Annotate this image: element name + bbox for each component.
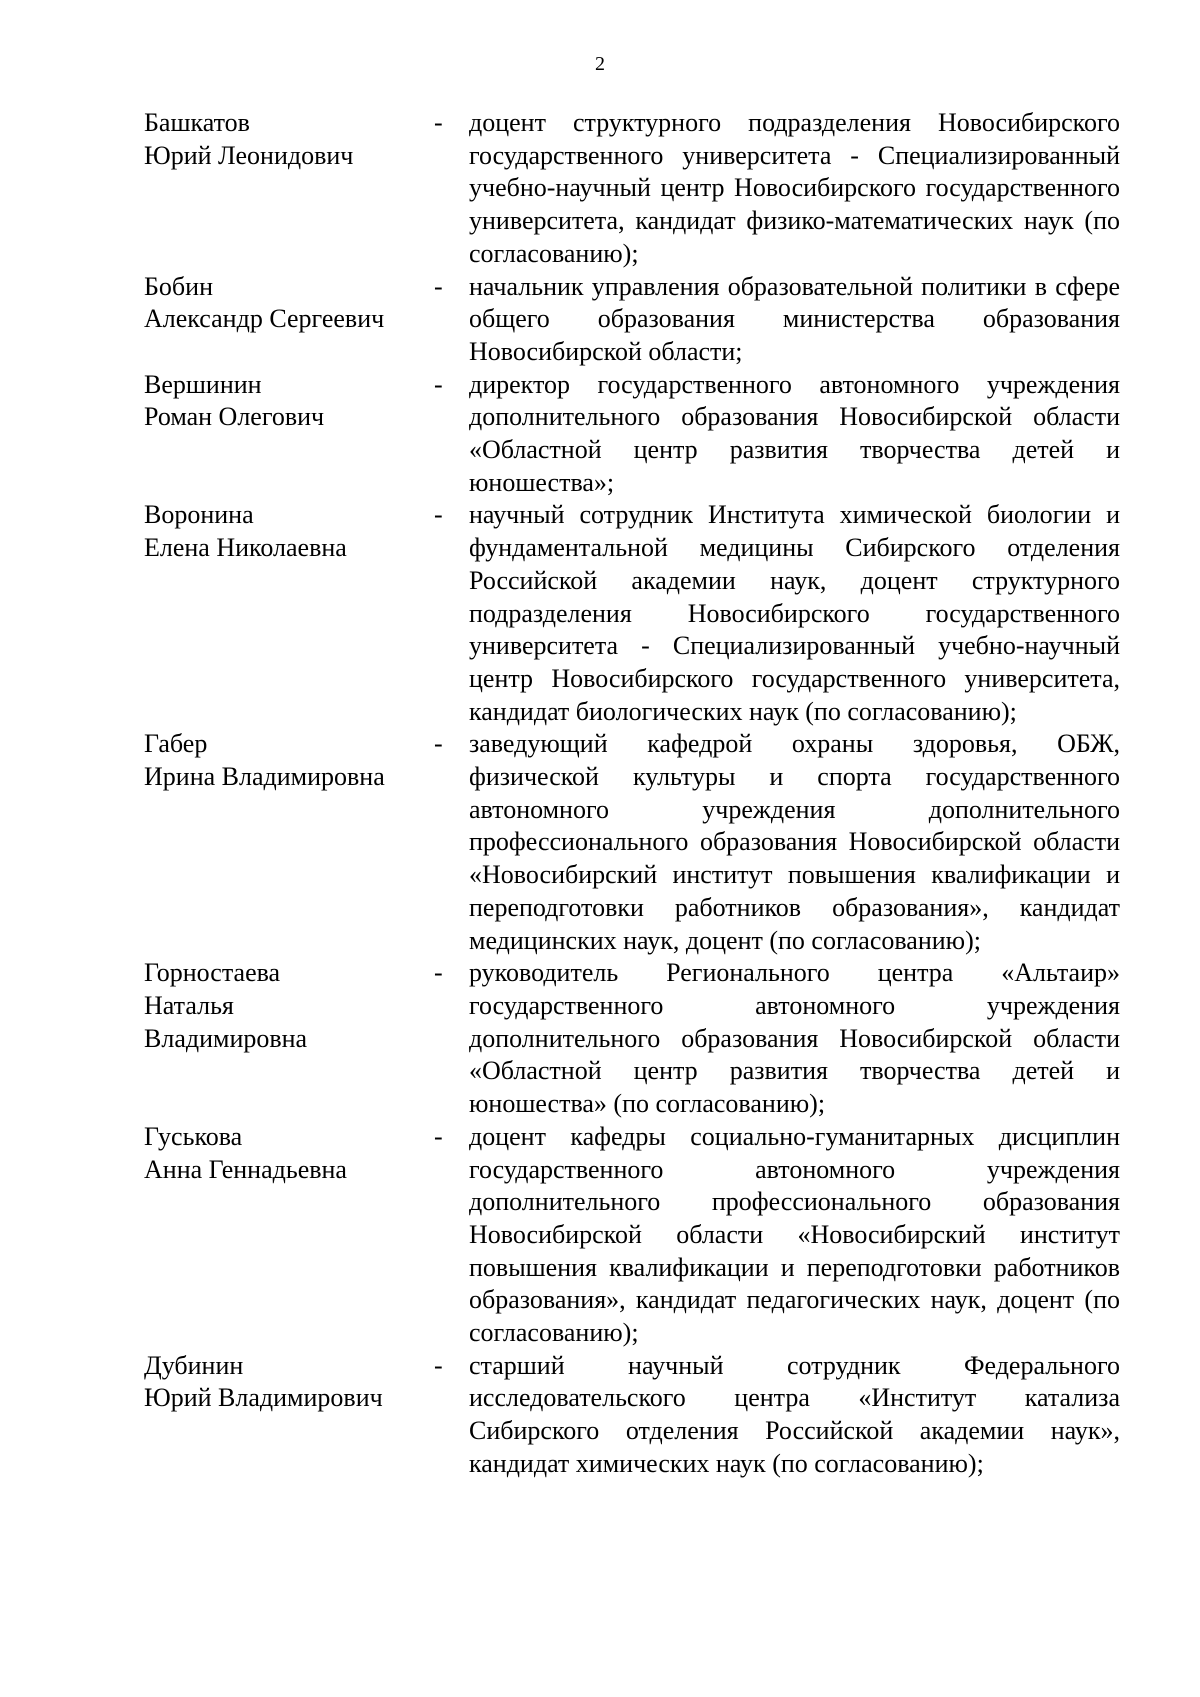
member-given-names: Александр Сергеевич [144,304,385,334]
member-entry [144,107,1120,271]
member-given-names: Анна Геннадьевна [144,1154,347,1184]
member-position: директор государственного автономного учреждения дополнительного образования Новосибирской области «Областной центр развития творчества детей и юношества»; [469,369,1120,497]
member-name [144,107,434,271]
member-name [144,1350,434,1481]
member-entry [144,369,1120,500]
separator-dash: - [434,271,443,301]
member-given-names: Елена Николаевна [144,533,347,563]
member-surname: Гуськова [144,1121,243,1151]
member-surname: Габер [144,729,208,759]
member-position: доцент кафедры социально-гуманитарных дисциплин государственного автономного учреждения дополнительного профессионального образования Новосибирской области «Новосибирский институт повышения квалификации и переподготовки работников образования», кандидат педагогических наук, доцент (по согласованию); [469,1121,1120,1348]
member-position: старший научный сотрудник Федерального исследовательского центра «Институт катализа Сибирского отделения Российской академии наук», кандидат химических наук (по согласованию); [469,1350,1120,1478]
member-given-names: Ирина Владимировна [144,762,385,792]
member-surname: Башкатов [144,108,250,137]
member-name [144,957,434,1121]
member-entry [144,1121,1120,1350]
member-surname: Бобин [144,271,213,301]
member-given-names: Юрий Леонидович [144,140,354,170]
separator-dash: - [434,369,443,399]
separator-dash: - [434,500,443,530]
separator-dash: - [434,729,443,759]
separator-dash: - [434,1350,443,1380]
page-number: 2 [595,53,605,75]
member-position: руководитель Регионального центра «Альтаир» государственного автономного учреждения дополнительного образования Новосибирской области «Областной центр развития творчества детей и юношества» (по согласованию); [469,958,1120,1119]
member-position: доцент структурного подразделения Новосибирского государственного университета - Специализированный учебно-научный центр Новосибирского государственного университета, кандидат физико-математических наук (по согласованию); [469,108,1120,268]
separator-dash: - [434,1121,443,1151]
member-entry [144,499,1120,728]
member-entry [144,271,1120,369]
member-name [144,271,434,369]
member-given-names: Наталья [144,990,234,1020]
member-position: научный сотрудник Института химической биологии и фундаментальной медицины Сибирского отделения Российской академии наук, доцент структурного подразделения Новосибирского государственного университета - Специализированный учебно-научный центр Новосибирского государственного университета, кандидат биологических наук (по согласованию); [469,500,1120,726]
separator-dash: - [434,108,443,137]
member-name [144,1121,434,1350]
member-name [144,499,434,728]
member-list [144,107,1120,1481]
member-surname: Горностаева [144,958,281,988]
member-surname: Воронина [144,500,254,530]
member-name [144,728,434,957]
separator-dash: - [434,958,443,988]
member-surname: Вершинин [144,369,262,399]
member-name [144,369,434,500]
member-position: заведующий кафедрой охраны здоровья, ОБЖ, физической культуры и спорта государственного автономного учреждения дополнительного профессионального образования Новосибирской области «Новосибирский институт повышения квалификации и переподготовки работников образования», кандидат медицинских наук, доцент (по согласованию); [469,729,1120,955]
member-position: начальник управления образовательной политики в сфере общего образования министерства образования Новосибирской области; [469,271,1120,366]
member-surname: Дубинин [144,1350,244,1380]
member-entry [144,1350,1120,1481]
member-entry [144,728,1120,957]
member-given-names: Юрий Владимирович [144,1383,383,1413]
member-given-names: Владимировна [144,1023,308,1053]
member-entry [144,957,1120,1121]
member-given-names: Роман Олегович [144,402,325,432]
